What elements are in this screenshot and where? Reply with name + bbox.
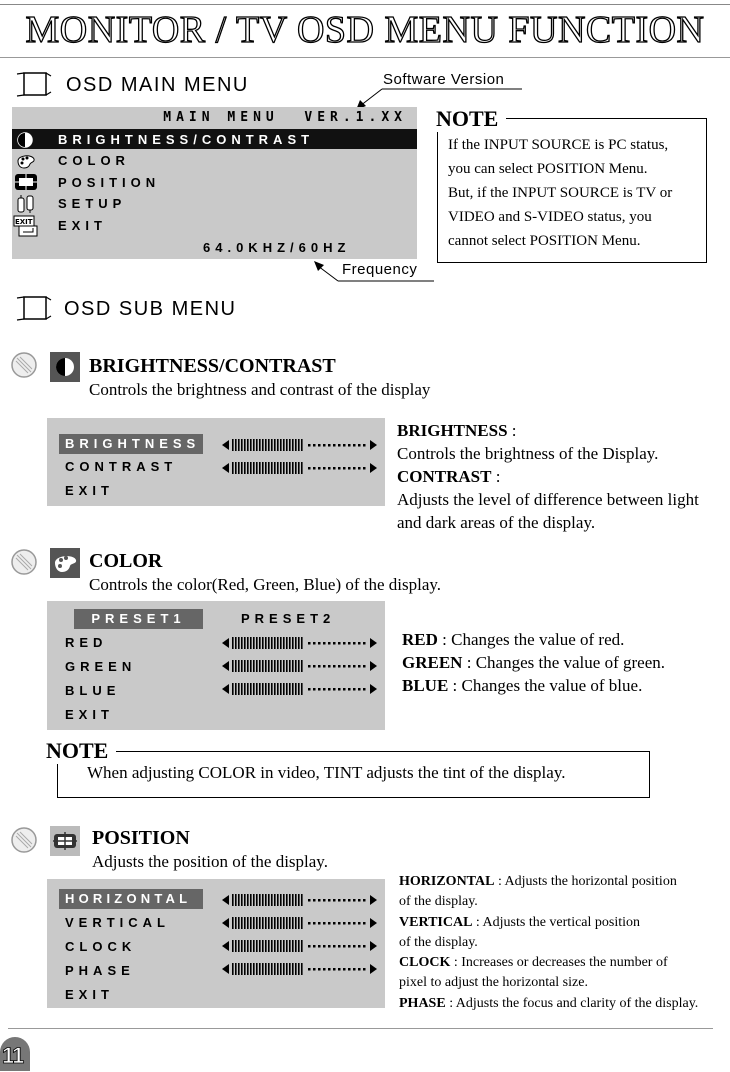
note-line: VIDEO and S-VIDEO status, you — [448, 209, 652, 225]
note-heading: NOTE — [436, 106, 506, 132]
bullet-disc-icon — [10, 351, 38, 379]
setup-icon — [14, 194, 38, 214]
osd-item-exit[interactable]: EXIT — [65, 483, 114, 498]
desc-line: of the display. — [399, 894, 478, 910]
desc-line — [397, 419, 699, 442]
desc-line — [399, 953, 698, 973]
desc-text: : Adjusts the vertical position — [472, 914, 641, 930]
desc-line — [399, 994, 698, 1014]
note-tint-text: When adjusting COLOR in video, TINT adjusts the tint of the display. — [87, 763, 566, 782]
desc-line — [402, 674, 665, 697]
brightness-slider[interactable] — [222, 438, 377, 452]
desc-line — [402, 628, 665, 651]
brightness-section-subtitle: Controls the brightness and contrast of the display — [89, 380, 431, 399]
position-section-subtitle: Adjusts the position of the display. — [92, 852, 328, 871]
desc-label: CLOCK — [399, 955, 451, 971]
osd-item-exit[interactable]: EXIT — [65, 707, 114, 722]
vertical-slider[interactable] — [222, 916, 377, 930]
desc-line: Adjusts the level of difference between light — [397, 490, 699, 509]
osd-item-red[interactable]: RED — [65, 635, 108, 650]
green-slider[interactable] — [222, 659, 377, 673]
position-icon — [13, 172, 39, 192]
desc-text: : Adjusts the focus and clarity of the display. — [445, 995, 699, 1011]
page-number: 11 — [2, 1043, 24, 1068]
software-version-callout: Software Version — [383, 71, 505, 88]
desc-line: and dark areas of the display. — [397, 513, 596, 532]
desc-label: RED — [402, 630, 438, 649]
position-icon — [50, 826, 80, 856]
note-line: cannot select POSITION Menu. — [448, 233, 641, 249]
brightness-section-title: BRIGHTNESS/CONTRAST — [89, 355, 336, 377]
note-text — [448, 133, 672, 253]
desc-text: : Increases or decreases the number of — [450, 955, 668, 971]
note-line: But, if the INPUT SOURCE is TV or — [448, 185, 673, 201]
svg-text:EXIT: EXIT — [15, 218, 33, 226]
osd-item-contrast[interactable]: CONTRAST — [65, 459, 178, 474]
desc-line: Controls the brightness of the Display. — [397, 444, 659, 463]
note-line: you can select POSITION Menu. — [448, 161, 648, 177]
contrast-slider[interactable] — [222, 461, 377, 475]
osd-item-label-setup[interactable]: SETUP — [58, 196, 127, 211]
desc-line: pixel to adjust the horizontal size. — [399, 975, 588, 991]
desc-label: BRIGHTNESS — [397, 421, 508, 440]
sub-menu-heading: OSD SUB MENU — [64, 298, 237, 320]
osd-header-text: MAIN MENU VER.1.XX — [163, 110, 407, 125]
desc-text: : Changes the value of blue. — [448, 676, 643, 695]
frame-icon — [14, 70, 52, 98]
phase-slider[interactable] — [222, 962, 377, 976]
desc-line — [399, 913, 698, 933]
page-title: MONITOR / TV OSD MENU FUNCTION — [25, 9, 705, 51]
brightness-icon — [15, 131, 35, 149]
osd-tab-preset1[interactable]: PRESET1 — [74, 609, 203, 629]
desc-line: of the display. — [399, 934, 478, 950]
desc-sep: : — [507, 421, 517, 440]
blue-slider[interactable] — [222, 682, 377, 696]
color-description — [402, 628, 665, 697]
desc-line — [399, 872, 698, 892]
desc-label: PHASE — [399, 995, 446, 1011]
osd-item-blue[interactable]: BLUE — [65, 683, 121, 698]
osd-item-clock[interactable]: CLOCK — [65, 939, 137, 954]
desc-label: GREEN — [402, 653, 463, 672]
color-section-title: COLOR — [89, 550, 163, 572]
note-line: If the INPUT SOURCE is PC status, — [448, 137, 669, 153]
desc-label: HORIZONTAL — [399, 874, 495, 889]
brightness-description — [397, 419, 699, 534]
main-menu-heading: OSD MAIN MENU — [66, 74, 249, 96]
desc-text: : Changes the value of red. — [437, 630, 625, 649]
horizontal-slider[interactable] — [222, 893, 377, 907]
bullet-disc-icon — [10, 826, 38, 854]
color-section-subtitle: Controls the color(Red, Green, Blue) of the display. — [89, 575, 442, 594]
osd-item-vertical[interactable]: VERTICAL — [65, 915, 170, 930]
frame-icon — [14, 294, 52, 322]
osd-item-exit[interactable]: EXIT — [65, 987, 114, 1002]
osd-item-horizontal[interactable]: HORIZONTAL — [59, 889, 203, 909]
osd-item-label-exit[interactable]: EXIT — [58, 218, 107, 233]
footer-rule — [8, 1028, 713, 1029]
color-palette-icon — [50, 548, 80, 578]
position-description — [399, 872, 698, 1014]
osd-item-label-position[interactable]: POSITION — [58, 175, 161, 190]
osd-item-label-brightness[interactable]: BRIGHTNESS/CONTRAST — [58, 132, 315, 147]
desc-sep: : — [491, 467, 501, 486]
bullet-disc-icon — [10, 548, 38, 576]
osd-item-phase[interactable]: PHASE — [65, 963, 135, 978]
position-section-title: POSITION — [92, 827, 190, 849]
desc-label: BLUE — [402, 676, 449, 695]
desc-text: : Adjusts the horizontal position — [494, 874, 677, 889]
osd-item-brightness[interactable]: BRIGHTNESS — [59, 434, 203, 454]
desc-text: : Changes the value of green. — [462, 653, 665, 672]
frequency-callout: Frequency — [342, 261, 418, 278]
osd-item-green[interactable]: GREEN — [65, 659, 137, 674]
exit-icon — [13, 215, 39, 237]
desc-line — [402, 651, 665, 674]
red-slider[interactable] — [222, 636, 377, 650]
clock-slider[interactable] — [222, 939, 377, 953]
brightness-contrast-icon — [50, 352, 80, 382]
osd-tab-preset2[interactable]: PRESET2 — [241, 611, 336, 626]
desc-label: VERTICAL — [399, 914, 473, 930]
note-heading: NOTE — [46, 738, 116, 764]
desc-line — [397, 465, 699, 488]
osd-frequency-text: 64.0KHZ/60HZ — [203, 240, 351, 255]
desc-label: CONTRAST — [397, 467, 492, 486]
osd-item-label-color[interactable]: COLOR — [58, 153, 130, 168]
top-rule — [0, 4, 730, 5]
palette-icon — [15, 152, 37, 170]
title-rule — [0, 57, 730, 58]
